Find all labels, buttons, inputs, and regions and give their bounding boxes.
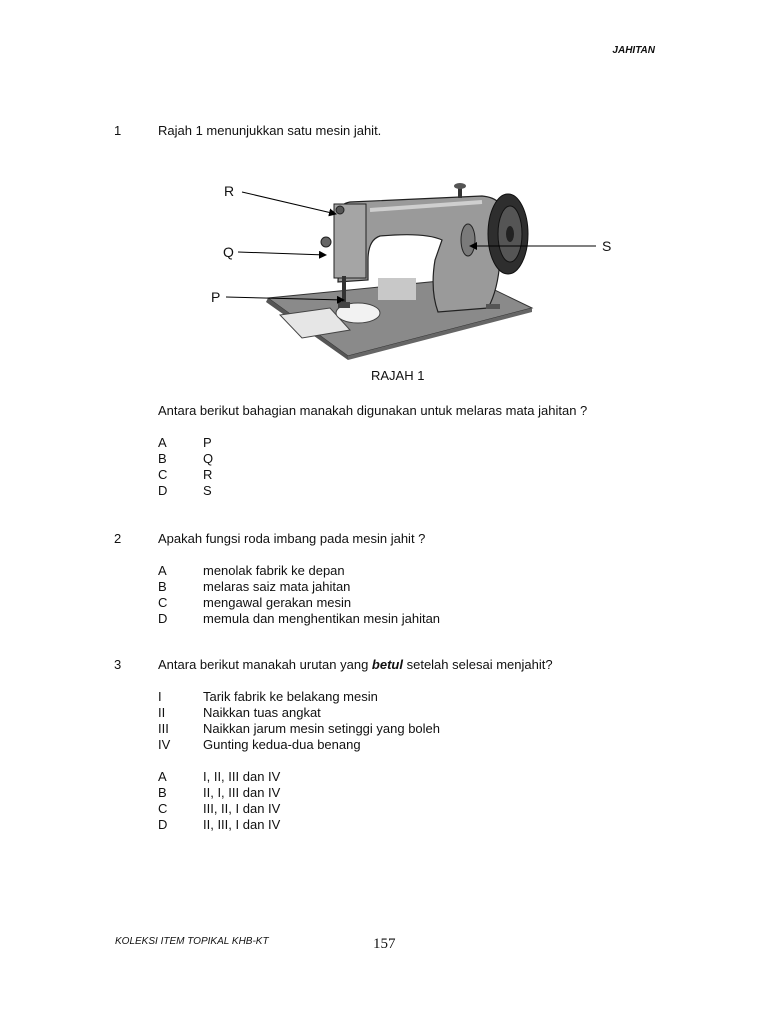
figure-label-r: R: [224, 183, 235, 199]
arrow-p: [226, 297, 344, 300]
q3-statement-text: Naikkan jarum mesin setinggi yang boleh: [203, 721, 441, 736]
q3-option-key: B: [158, 785, 167, 800]
question-2-number: 2: [114, 531, 122, 546]
figure-caption: RAJAH 1: [371, 368, 425, 383]
q2-option-text: melaras saiz mata jahitan: [203, 579, 351, 594]
q1-option-text: P: [203, 435, 212, 450]
footer-collection: KOLEKSI ITEM TOPIKAL KHB-KT: [115, 936, 269, 947]
q3-option-key: A: [158, 769, 167, 784]
q2-option-key: B: [158, 579, 167, 594]
q1-option-key: D: [158, 483, 168, 498]
q2-option-key: D: [158, 611, 168, 626]
question-3-text: [158, 657, 553, 673]
q1-option-key: A: [158, 435, 167, 450]
q1-option-key: C: [158, 467, 168, 482]
page-header: JAHITAN: [612, 45, 655, 56]
q2-option-key: C: [158, 595, 168, 610]
arrow-r: [242, 192, 336, 214]
figure-label-p: P: [211, 289, 221, 305]
question-3-number: 3: [114, 657, 122, 672]
q3-statement-key: IV: [158, 737, 171, 752]
q1-option-text: R: [203, 467, 213, 482]
q3-statement-key: I: [158, 689, 162, 704]
q3-option-key: D: [158, 817, 168, 832]
figure-label-s: S: [602, 238, 612, 254]
arrow-q: [238, 252, 326, 255]
page-number: 157: [373, 936, 396, 952]
q2-option-text: menolak fabrik ke depan: [203, 563, 345, 578]
question-1-stem: Rajah 1 menunjukkan satu mesin jahit.: [158, 123, 382, 138]
q3-statement-key: III: [158, 721, 169, 736]
question-3-text-post: setelah selesai menjahit?: [402, 657, 553, 672]
q3-statement-text: Gunting kedua-dua benang: [203, 737, 361, 752]
q3-statement-key: II: [158, 705, 166, 720]
q1-option-key: B: [158, 451, 167, 466]
q3-statement-text: Tarik fabrik ke belakang mesin: [203, 689, 378, 704]
q2-option-text: memula dan menghentikan mesin jahitan: [203, 611, 441, 626]
q3-option-text: I, II, III dan IV: [203, 769, 281, 784]
figure-label-q: Q: [223, 244, 234, 260]
q2-option-key: A: [158, 563, 167, 578]
question-3-text-pre: Antara berikut manakah urutan yang: [158, 657, 372, 672]
q3-statement-text: Naikkan tuas angkat: [203, 705, 321, 720]
q3-option-text: II, I, III dan IV: [203, 785, 281, 800]
question-1-text: Antara berikut bahagian manakah digunakan untuk melaras mata jahitan ?: [158, 403, 588, 418]
question-3-emphasis: betul: [371, 657, 403, 672]
sewing-machine-figure: [211, 180, 620, 360]
q3-option-key: C: [158, 801, 168, 816]
q2-option-text: mengawal gerakan mesin: [203, 595, 352, 610]
q1-option-text: Q: [203, 451, 214, 466]
q1-option-text: S: [203, 483, 212, 498]
question-1-number: 1: [114, 123, 122, 138]
q3-option-text: II, III, I dan IV: [203, 817, 281, 832]
q3-option-text: III, II, I dan IV: [203, 801, 281, 816]
figure-pointer-arrows: [220, 180, 620, 360]
question-2-text: Apakah fungsi roda imbang pada mesin jahit ?: [158, 531, 426, 546]
